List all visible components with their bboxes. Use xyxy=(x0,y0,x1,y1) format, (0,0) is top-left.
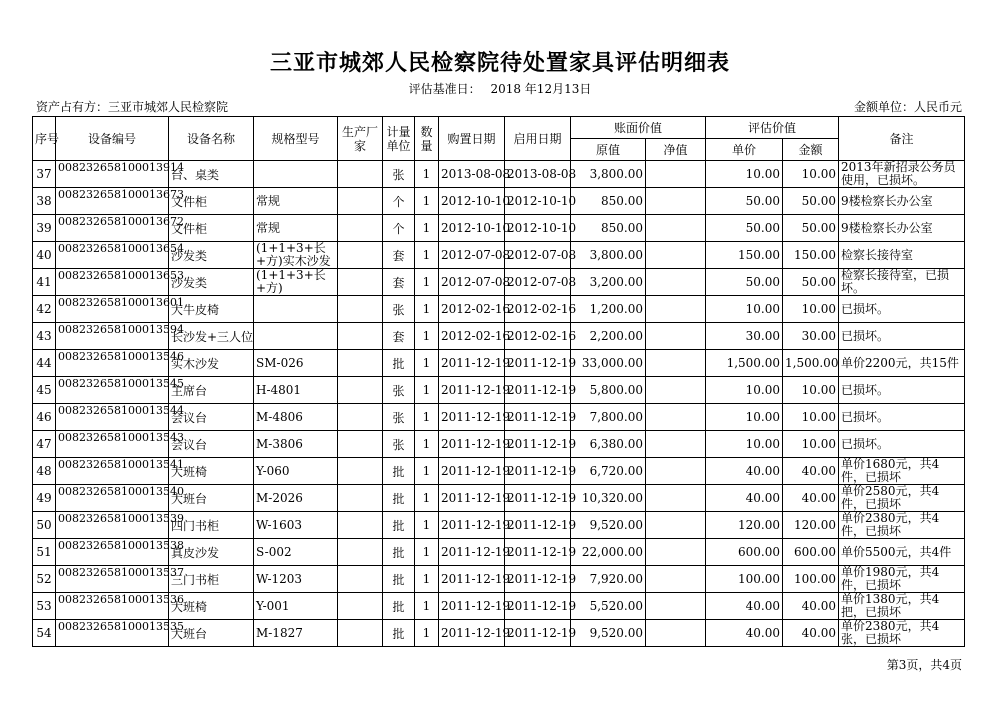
cell-name: 大班椅 xyxy=(169,593,254,620)
cell-name: 大牛皮椅 xyxy=(169,296,254,323)
cell-use: 2011-12-19 xyxy=(505,512,571,539)
cell-qty: 1 xyxy=(415,269,439,296)
cell-spec: 常规 xyxy=(254,215,338,242)
cell-qty: 1 xyxy=(415,620,439,647)
table-row xyxy=(33,323,965,350)
cell-note: 检察长接待室 xyxy=(839,242,965,269)
asset-owner: 资产占有方：三亚市城郊人民检察院 xyxy=(36,100,229,114)
cell-name: 会议台 xyxy=(169,404,254,431)
table-row xyxy=(33,593,965,620)
cell-net xyxy=(646,350,706,377)
cell-spec: 常规 xyxy=(254,188,338,215)
cell-orig: 3,200.00 xyxy=(571,269,646,296)
cell-buy: 2011-12-19 xyxy=(439,350,505,377)
cell-amount: 30.00 xyxy=(783,323,839,350)
cell-unit: 批 xyxy=(383,350,415,377)
cell-use: 2011-12-19 xyxy=(505,593,571,620)
cell-spec: M-4806 xyxy=(254,404,338,431)
cell-maker xyxy=(338,242,383,269)
cell-maker xyxy=(338,323,383,350)
cell-qty: 1 xyxy=(415,188,439,215)
cell-orig: 9,520.00 xyxy=(571,512,646,539)
cell-unit: 张 xyxy=(383,404,415,431)
cell-seq: 41 xyxy=(33,269,56,296)
cell-note: 已损坏。 xyxy=(839,431,965,458)
cell-unit: 套 xyxy=(383,242,415,269)
cell-note: 单价2380元，共4张，已损坏 xyxy=(839,620,965,647)
cell-net xyxy=(646,323,706,350)
header-spec: 规格型号 xyxy=(254,117,338,161)
cell-note: 单价2580元，共4件，已损坏 xyxy=(839,485,965,512)
cell-name: 实木沙发 xyxy=(169,350,254,377)
cell-note: 已损坏。 xyxy=(839,323,965,350)
cell-spec: (1+1+3+长+方) xyxy=(254,269,338,296)
cell-orig: 5,520.00 xyxy=(571,593,646,620)
cell-seq: 40 xyxy=(33,242,56,269)
cell-maker xyxy=(338,296,383,323)
cell-unit: 批 xyxy=(383,512,415,539)
cell-note: 单价1380元，共4把，已损坏 xyxy=(839,593,965,620)
cell-code: 008232658100013543 xyxy=(56,431,169,458)
cell-use: 2011-12-19 xyxy=(505,404,571,431)
cell-unit: 批 xyxy=(383,458,415,485)
cell-orig: 9,520.00 xyxy=(571,620,646,647)
table-row xyxy=(33,269,965,296)
cell-amount: 150.00 xyxy=(783,242,839,269)
cell-price: 10.00 xyxy=(706,161,783,188)
table-row xyxy=(33,458,965,485)
cell-use: 2011-12-19 xyxy=(505,377,571,404)
cell-note: 单价2380元，共4件，已损坏 xyxy=(839,512,965,539)
cell-unit: 批 xyxy=(383,485,415,512)
cell-orig: 22,000.00 xyxy=(571,539,646,566)
cell-maker xyxy=(338,593,383,620)
cell-name: 沙发类 xyxy=(169,269,254,296)
cell-amount: 10.00 xyxy=(783,161,839,188)
cell-amount: 120.00 xyxy=(783,512,839,539)
header-qty: 数量 xyxy=(415,117,439,161)
cell-spec: Y-001 xyxy=(254,593,338,620)
cell-note: 检察长接待室，已损坏。 xyxy=(839,269,965,296)
cell-qty: 1 xyxy=(415,593,439,620)
cell-net xyxy=(646,539,706,566)
cell-note: 已损坏。 xyxy=(839,296,965,323)
cell-spec: SM-026 xyxy=(254,350,338,377)
cell-unit: 张 xyxy=(383,377,415,404)
currency-unit: 金额单位：人民币元 xyxy=(853,100,962,114)
header-code: 设备编号 xyxy=(56,117,169,161)
cell-code: 008232658100013541 xyxy=(56,458,169,485)
cell-amount: 10.00 xyxy=(783,377,839,404)
cell-seq: 51 xyxy=(33,539,56,566)
cell-amount: 40.00 xyxy=(783,593,839,620)
cell-unit: 个 xyxy=(383,215,415,242)
cell-note: 2013年新招录公务员使用，已损坏。 xyxy=(839,161,965,188)
cell-price: 100.00 xyxy=(706,566,783,593)
cell-net xyxy=(646,431,706,458)
cell-use: 2012-10-10 xyxy=(505,188,571,215)
table-row xyxy=(33,161,965,188)
cell-use: 2012-02-16 xyxy=(505,296,571,323)
cell-qty: 1 xyxy=(415,215,439,242)
cell-seq: 42 xyxy=(33,296,56,323)
cell-unit: 批 xyxy=(383,620,415,647)
table-row xyxy=(33,404,965,431)
cell-qty: 1 xyxy=(415,296,439,323)
cell-unit: 批 xyxy=(383,593,415,620)
cell-use: 2011-12-19 xyxy=(505,620,571,647)
table-row xyxy=(33,512,965,539)
cell-qty: 1 xyxy=(415,458,439,485)
cell-orig: 850.00 xyxy=(571,215,646,242)
header-note: 备注 xyxy=(839,117,965,161)
cell-maker xyxy=(338,566,383,593)
cell-maker xyxy=(338,512,383,539)
cell-seq: 53 xyxy=(33,593,56,620)
cell-name: 大班台 xyxy=(169,620,254,647)
cell-maker xyxy=(338,269,383,296)
cell-price: 10.00 xyxy=(706,431,783,458)
cell-orig: 10,320.00 xyxy=(571,485,646,512)
table-row xyxy=(33,350,965,377)
cell-maker xyxy=(338,539,383,566)
cell-seq: 45 xyxy=(33,377,56,404)
cell-spec: M-1827 xyxy=(254,620,338,647)
cell-price: 40.00 xyxy=(706,485,783,512)
cell-use: 2012-02-16 xyxy=(505,323,571,350)
base-date: 评估基准日： 2018 年12月13日 xyxy=(408,82,592,96)
cell-spec xyxy=(254,161,338,188)
cell-use: 2011-12-19 xyxy=(505,539,571,566)
cell-buy: 2011-12-19 xyxy=(439,431,505,458)
cell-code: 008232658100013535 xyxy=(56,620,169,647)
cell-qty: 1 xyxy=(415,350,439,377)
cell-spec: M-3806 xyxy=(254,431,338,458)
cell-note: 单价1680元，共4件，已损坏 xyxy=(839,458,965,485)
cell-buy: 2011-12-19 xyxy=(439,404,505,431)
cell-net xyxy=(646,404,706,431)
cell-amount: 40.00 xyxy=(783,458,839,485)
table-row xyxy=(33,242,965,269)
cell-orig: 850.00 xyxy=(571,188,646,215)
cell-buy: 2012-02-16 xyxy=(439,323,505,350)
cell-net xyxy=(646,620,706,647)
cell-price: 150.00 xyxy=(706,242,783,269)
cell-code: 008232658100013544 xyxy=(56,404,169,431)
header-book-value: 账面价值 xyxy=(571,117,706,139)
cell-maker xyxy=(338,404,383,431)
table-row xyxy=(33,431,965,458)
table-row xyxy=(33,566,965,593)
cell-price: 50.00 xyxy=(706,188,783,215)
page-number: 第3页，共4页 xyxy=(886,658,962,672)
cell-buy: 2011-12-19 xyxy=(439,377,505,404)
cell-amount: 50.00 xyxy=(783,215,839,242)
cell-spec: S-002 xyxy=(254,539,338,566)
cell-code: 008232658100013601 xyxy=(56,296,169,323)
header-unit-price: 单价 xyxy=(706,139,783,161)
cell-price: 120.00 xyxy=(706,512,783,539)
cell-seq: 54 xyxy=(33,620,56,647)
cell-qty: 1 xyxy=(415,539,439,566)
cell-name: 真皮沙发 xyxy=(169,539,254,566)
cell-qty: 1 xyxy=(415,161,439,188)
cell-orig: 33,000.00 xyxy=(571,350,646,377)
cell-spec: W-1203 xyxy=(254,566,338,593)
cell-unit: 批 xyxy=(383,539,415,566)
cell-spec: W-1603 xyxy=(254,512,338,539)
cell-buy: 2011-12-19 xyxy=(439,620,505,647)
cell-maker xyxy=(338,458,383,485)
cell-qty: 1 xyxy=(415,404,439,431)
cell-name: 主席台 xyxy=(169,377,254,404)
cell-amount: 40.00 xyxy=(783,485,839,512)
cell-maker xyxy=(338,485,383,512)
cell-net xyxy=(646,269,706,296)
header-name: 设备名称 xyxy=(169,117,254,161)
cell-seq: 43 xyxy=(33,323,56,350)
cell-note: 9楼检察长办公室 xyxy=(839,215,965,242)
cell-net xyxy=(646,296,706,323)
cell-code: 008232658100013537 xyxy=(56,566,169,593)
cell-amount: 600.00 xyxy=(783,539,839,566)
cell-buy: 2011-12-19 xyxy=(439,512,505,539)
cell-net xyxy=(646,215,706,242)
cell-seq: 47 xyxy=(33,431,56,458)
cell-qty: 1 xyxy=(415,512,439,539)
cell-code: 008232658100013546 xyxy=(56,350,169,377)
cell-net xyxy=(646,188,706,215)
cell-buy: 2011-12-19 xyxy=(439,566,505,593)
cell-net xyxy=(646,512,706,539)
cell-amount: 40.00 xyxy=(783,620,839,647)
header-unit: 计量单位 xyxy=(383,117,415,161)
header-original: 原值 xyxy=(571,139,646,161)
cell-code: 008232658100013536 xyxy=(56,593,169,620)
cell-orig: 3,800.00 xyxy=(571,161,646,188)
cell-use: 2012-07-08 xyxy=(505,269,571,296)
cell-code: 008232658100013538 xyxy=(56,539,169,566)
cell-qty: 1 xyxy=(415,485,439,512)
cell-maker xyxy=(338,620,383,647)
cell-price: 1,500.00 xyxy=(706,350,783,377)
header-net: 净值 xyxy=(646,139,706,161)
cell-price: 600.00 xyxy=(706,539,783,566)
cell-note: 已损坏。 xyxy=(839,377,965,404)
table-row xyxy=(33,296,965,323)
cell-code: 008232658100013594 xyxy=(56,323,169,350)
cell-qty: 1 xyxy=(415,377,439,404)
cell-use: 2011-12-19 xyxy=(505,458,571,485)
cell-net xyxy=(646,593,706,620)
cell-name: 大班椅 xyxy=(169,458,254,485)
header-amount: 金额 xyxy=(783,139,839,161)
cell-unit: 个 xyxy=(383,188,415,215)
cell-seq: 44 xyxy=(33,350,56,377)
cell-maker xyxy=(338,215,383,242)
cell-name: 文件柜 xyxy=(169,188,254,215)
cell-amount: 1,500.00 xyxy=(783,350,839,377)
cell-maker xyxy=(338,161,383,188)
cell-seq: 46 xyxy=(33,404,56,431)
cell-orig: 2,200.00 xyxy=(571,323,646,350)
cell-amount: 50.00 xyxy=(783,269,839,296)
cell-net xyxy=(646,242,706,269)
cell-buy: 2012-07-08 xyxy=(439,242,505,269)
cell-name: 台、桌类 xyxy=(169,161,254,188)
cell-amount: 10.00 xyxy=(783,431,839,458)
cell-price: 50.00 xyxy=(706,215,783,242)
cell-spec: (1+1+3+长+方)实木沙发 xyxy=(254,242,338,269)
cell-buy: 2013-08-08 xyxy=(439,161,505,188)
cell-code: 008232658100013539 xyxy=(56,512,169,539)
header-seq: 序号 xyxy=(33,117,56,161)
table-body xyxy=(33,161,965,647)
table-row xyxy=(33,539,965,566)
cell-spec: Y-060 xyxy=(254,458,338,485)
cell-price: 10.00 xyxy=(706,404,783,431)
cell-unit: 张 xyxy=(383,431,415,458)
cell-seq: 50 xyxy=(33,512,56,539)
cell-net xyxy=(646,161,706,188)
cell-maker xyxy=(338,431,383,458)
cell-maker xyxy=(338,350,383,377)
cell-amount: 100.00 xyxy=(783,566,839,593)
cell-use: 2012-10-10 xyxy=(505,215,571,242)
cell-qty: 1 xyxy=(415,242,439,269)
cell-code: 008232658100013545 xyxy=(56,377,169,404)
cell-price: 10.00 xyxy=(706,296,783,323)
cell-unit: 张 xyxy=(383,161,415,188)
page-title: 三亚市城郊人民检察院待处置家具评估明细表 xyxy=(269,50,730,76)
cell-price: 40.00 xyxy=(706,458,783,485)
cell-use: 2011-12-19 xyxy=(505,485,571,512)
cell-buy: 2012-10-10 xyxy=(439,188,505,215)
header-assess-value: 评估价值 xyxy=(706,117,839,139)
cell-amount: 10.00 xyxy=(783,404,839,431)
cell-code: 008232658100013540 xyxy=(56,485,169,512)
cell-unit: 批 xyxy=(383,566,415,593)
table-row xyxy=(33,620,965,647)
cell-net xyxy=(646,485,706,512)
cell-orig: 6,720.00 xyxy=(571,458,646,485)
cell-seq: 48 xyxy=(33,458,56,485)
cell-orig: 7,800.00 xyxy=(571,404,646,431)
cell-use: 2011-12-19 xyxy=(505,566,571,593)
cell-net xyxy=(646,458,706,485)
cell-name: 沙发类 xyxy=(169,242,254,269)
cell-orig: 7,920.00 xyxy=(571,566,646,593)
cell-buy: 2011-12-19 xyxy=(439,485,505,512)
cell-spec: H-4801 xyxy=(254,377,338,404)
cell-use: 2011-12-19 xyxy=(505,350,571,377)
cell-price: 10.00 xyxy=(706,377,783,404)
cell-note: 单价2200元，共15件 xyxy=(839,350,965,377)
cell-note: 单价5500元，共4件 xyxy=(839,539,965,566)
cell-maker xyxy=(338,377,383,404)
cell-code: 008232658100013653 xyxy=(56,269,169,296)
assessment-table xyxy=(32,116,965,647)
cell-name: 文件柜 xyxy=(169,215,254,242)
table-row xyxy=(33,377,965,404)
cell-buy: 2012-10-10 xyxy=(439,215,505,242)
cell-buy: 2011-12-19 xyxy=(439,593,505,620)
cell-use: 2011-12-19 xyxy=(505,431,571,458)
cell-orig: 6,380.00 xyxy=(571,431,646,458)
cell-maker xyxy=(338,188,383,215)
cell-code: 008232658100013673 xyxy=(56,188,169,215)
cell-name: 会议台 xyxy=(169,431,254,458)
header-buy-date: 购置日期 xyxy=(439,117,505,161)
cell-price: 40.00 xyxy=(706,593,783,620)
cell-name: 三门书柜 xyxy=(169,566,254,593)
cell-price: 40.00 xyxy=(706,620,783,647)
cell-orig: 5,800.00 xyxy=(571,377,646,404)
cell-spec xyxy=(254,323,338,350)
cell-price: 30.00 xyxy=(706,323,783,350)
cell-seq: 49 xyxy=(33,485,56,512)
cell-name: 长沙发+三人位 xyxy=(169,323,254,350)
cell-amount: 10.00 xyxy=(783,296,839,323)
cell-code: 008232658100013914 xyxy=(56,161,169,188)
cell-buy: 2012-07-08 xyxy=(439,269,505,296)
header-use-date: 启用日期 xyxy=(505,117,571,161)
cell-spec xyxy=(254,296,338,323)
cell-buy: 2012-02-16 xyxy=(439,296,505,323)
cell-orig: 1,200.00 xyxy=(571,296,646,323)
cell-seq: 38 xyxy=(33,188,56,215)
cell-note: 已损坏。 xyxy=(839,404,965,431)
cell-unit: 张 xyxy=(383,296,415,323)
cell-seq: 39 xyxy=(33,215,56,242)
cell-net xyxy=(646,566,706,593)
cell-qty: 1 xyxy=(415,431,439,458)
table-row xyxy=(33,485,965,512)
header-maker: 生产厂家 xyxy=(338,117,383,161)
table-row xyxy=(33,188,965,215)
cell-orig: 3,800.00 xyxy=(571,242,646,269)
cell-price: 50.00 xyxy=(706,269,783,296)
cell-qty: 1 xyxy=(415,566,439,593)
cell-name: 大班台 xyxy=(169,485,254,512)
cell-code: 008232658100013654 xyxy=(56,242,169,269)
cell-qty: 1 xyxy=(415,323,439,350)
cell-use: 2013-08-08 xyxy=(505,161,571,188)
cell-code: 008232658100013672 xyxy=(56,215,169,242)
cell-seq: 52 xyxy=(33,566,56,593)
cell-buy: 2011-12-19 xyxy=(439,539,505,566)
cell-buy: 2011-12-19 xyxy=(439,458,505,485)
cell-note: 单价1980元，共4件，已损坏 xyxy=(839,566,965,593)
cell-name: 四门书柜 xyxy=(169,512,254,539)
cell-unit: 套 xyxy=(383,323,415,350)
table-row xyxy=(33,215,965,242)
cell-amount: 50.00 xyxy=(783,188,839,215)
cell-use: 2012-07-08 xyxy=(505,242,571,269)
cell-spec: M-2026 xyxy=(254,485,338,512)
cell-net xyxy=(646,377,706,404)
cell-seq: 37 xyxy=(33,161,56,188)
cell-note: 9楼检察长办公室 xyxy=(839,188,965,215)
cell-unit: 套 xyxy=(383,269,415,296)
